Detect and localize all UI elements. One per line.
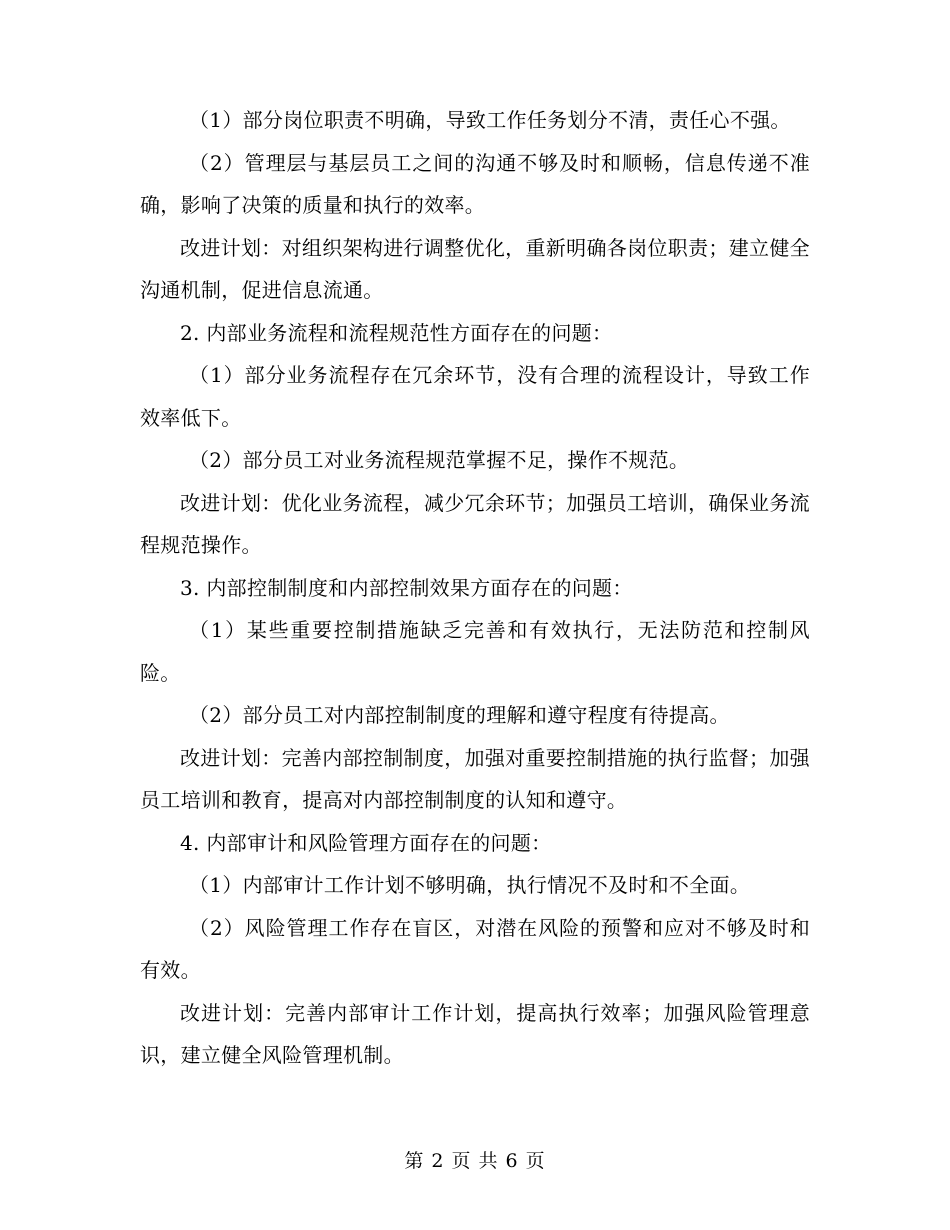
paragraph-item: （1）某些重要控制措施缺乏完善和有效执行，无法防范和控制风险。: [140, 618, 810, 685]
section-heading: 2. 内部业务流程和流程规范性方面存在的问题：: [180, 320, 613, 345]
paragraph-item: （2）部分员工对业务流程规范掌握不足，操作不规范。: [189, 448, 690, 472]
paragraph-item: （2）管理层与基层员工之间的沟通不够及时和顺畅，信息传递不准确，影响了决策的质量和执行的效率。: [140, 150, 810, 217]
paragraph-improvement-plan: 改进计划：完善内部审计工作计划，提高执行效率；加强风险管理意识，建立健全风险管理机制。: [140, 1000, 810, 1067]
paragraph-item: （2）风险管理工作存在盲区，对潜在风险的预警和应对不够及时和有效。: [140, 915, 810, 982]
page-number-footer: 第 2 页 共 6 页: [404, 1150, 546, 1172]
paragraph-item: （2）部分员工对内部控制制度的理解和遵守程度有待提高。: [189, 703, 730, 727]
paragraph-item: （1）部分业务流程存在冗余环节，没有合理的流程设计，导致工作效率低下。: [140, 363, 810, 430]
paragraph-item: （1）部分岗位职责不明确，导致工作任务划分不清，责任心不强。: [189, 108, 791, 132]
document-body: [140, 99, 810, 1077]
paragraph-item: （1）内部审计工作计划不够明确，执行情况不及时和不全面。: [189, 873, 751, 897]
paragraph-improvement-plan: 改进计划：完善内部控制制度，加强对重要控制措施的执行监督；加强员工培训和教育，提高对内部控制制度的认知和遵守。: [140, 745, 810, 812]
section-heading: 4. 内部审计和风险管理方面存在的问题：: [180, 830, 552, 855]
paragraph-improvement-plan: 改进计划：对组织架构进行调整优化，重新明确各岗位职责；建立健全沟通机制，促进信息流通。: [140, 235, 810, 302]
paragraph-improvement-plan: 改进计划：优化业务流程，减少冗余环节；加强员工培训，确保业务流程规范操作。: [140, 490, 810, 557]
section-heading: 3. 内部控制制度和内部控制效果方面存在的问题：: [180, 575, 633, 600]
